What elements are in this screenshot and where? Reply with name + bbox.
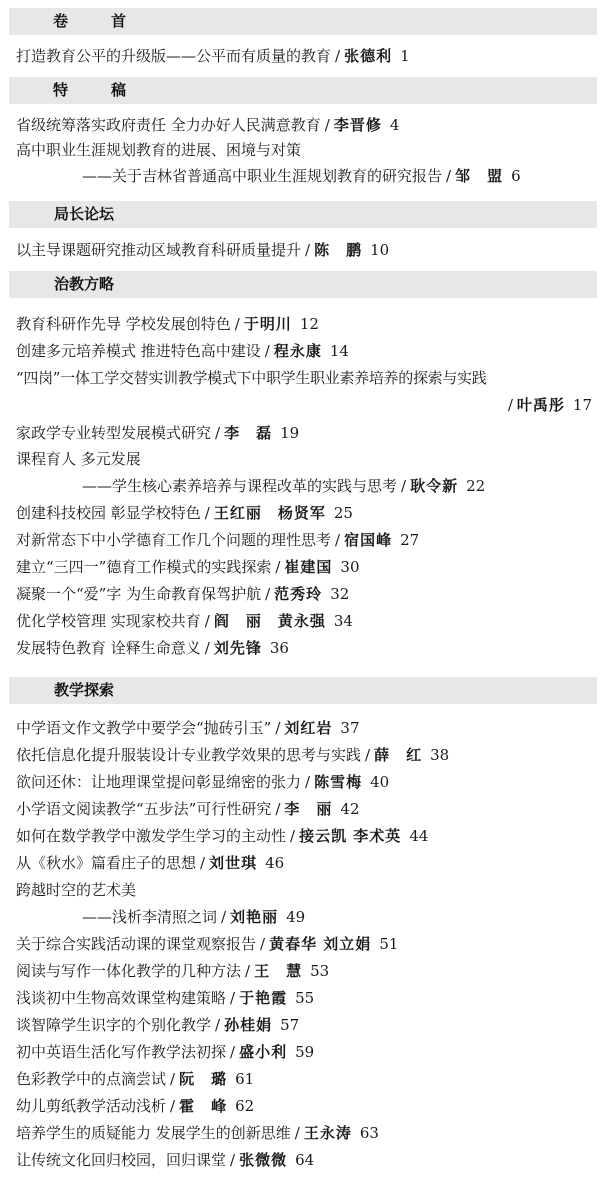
separator: / xyxy=(365,746,371,764)
entry-author: 崔建国 xyxy=(284,558,333,576)
toc-entry[interactable] xyxy=(16,423,592,443)
entry-title: 如何在数学教学中激发学生学习的主动性 xyxy=(16,827,287,845)
entry-author: 阎 丽 黄永强 xyxy=(213,612,326,630)
entry-author: 王红丽 杨贤军 xyxy=(213,504,326,522)
entry-author: 王 慧 xyxy=(254,962,303,980)
entry-title: 中学语文作文教学中要学会“抛砖引玉” xyxy=(16,719,272,737)
entry-title: 家政学专业转型发展模式研究 xyxy=(16,424,212,442)
section-header xyxy=(0,677,600,704)
entry-page: 49 xyxy=(286,908,306,926)
entry-title: “四岗”一体工学交替实训教学模式下中职学生职业素养培养的探索与实践 xyxy=(16,369,487,387)
entry-title: 从《秋水》篇看庄子的思想 xyxy=(16,854,197,872)
entry-author: 霍 峰 xyxy=(179,1097,228,1115)
entry-title: 色彩教学中的点滴尝试 xyxy=(16,1070,167,1088)
toc-entry[interactable] xyxy=(16,140,592,160)
entry-page: 44 xyxy=(409,827,429,845)
entry-title: 高中职业生涯规划教育的进展、困境与对策 xyxy=(16,141,302,159)
entry-title: 发展特色教育 诠释生命意义 xyxy=(16,639,201,657)
entry-author: 刘艳丽 xyxy=(230,908,279,926)
toc-entry[interactable] xyxy=(16,314,592,334)
toc-entry[interactable] xyxy=(16,1069,592,1089)
toc-entry[interactable] xyxy=(16,638,592,658)
separator: / xyxy=(335,531,341,549)
entry-page: 40 xyxy=(370,773,390,791)
separator: / xyxy=(275,558,281,576)
toc-entry[interactable] xyxy=(16,115,592,135)
entry-author: 邹 盟 xyxy=(455,167,504,185)
entry-title: 浅谈初中生物高效课堂构建策略 xyxy=(16,989,227,1007)
entry-author: 刘世琪 xyxy=(209,854,258,872)
toc-entry[interactable] xyxy=(16,745,592,765)
section-title: 教学探索 xyxy=(9,677,597,704)
entry-author: 李 磊 xyxy=(224,424,273,442)
entry-page: 1 xyxy=(400,47,410,65)
entry-title: 依托信息化提升服装设计专业教学效果的思考与实践 xyxy=(16,746,362,764)
entry-page: 61 xyxy=(235,1070,255,1088)
entry-title: ——关于吉林省普通高中职业生涯规划教育的研究报告 xyxy=(82,167,443,185)
entry-author: 张微微 xyxy=(239,1151,288,1169)
entry-page: 10 xyxy=(370,241,390,259)
separator: / xyxy=(294,1124,300,1142)
entry-author: 陈 鹏 xyxy=(314,241,363,259)
entry-title: 创建科技校园 彰显学校特色 xyxy=(16,504,201,522)
toc-entry[interactable] xyxy=(16,503,592,523)
separator: / xyxy=(260,935,266,953)
toc-entry[interactable] xyxy=(16,1123,592,1143)
entry-page: 55 xyxy=(295,989,315,1007)
toc-entry[interactable] xyxy=(16,341,592,361)
toc-entry[interactable] xyxy=(16,240,592,260)
toc-entry[interactable] xyxy=(16,557,592,577)
entry-title: 培养学生的质疑能力 发展学生的创新思维 xyxy=(16,1124,291,1142)
separator: / xyxy=(215,424,221,442)
entry-title: 创建多元培养模式 推进特色高中建设 xyxy=(16,342,261,360)
entry-title: 教育科研作先导 学校发展创特色 xyxy=(16,315,231,333)
section-title: 特 稿 xyxy=(9,77,597,104)
entry-author: 刘先锋 xyxy=(213,639,262,657)
entry-page: 19 xyxy=(280,424,300,442)
entry-title: 以主导课题研究推动区域教育科研质量提升 xyxy=(16,241,302,259)
separator: / xyxy=(234,315,240,333)
toc-entry[interactable] xyxy=(16,826,592,846)
section-title: 卷 首 xyxy=(9,8,597,35)
separator: / xyxy=(200,854,206,872)
separator: / xyxy=(401,477,407,495)
separator: / xyxy=(275,719,281,737)
separator: / xyxy=(170,1097,176,1115)
entry-title: 初中英语生活化写作教学法初探 xyxy=(16,1043,227,1061)
toc-entry[interactable] xyxy=(16,988,592,1008)
entry-author: 陈雪梅 xyxy=(314,773,363,791)
separator: / xyxy=(230,989,236,1007)
entry-author: 盛小利 xyxy=(239,1043,288,1061)
toc-entry-author-line[interactable] xyxy=(504,395,592,415)
entry-author: 程永康 xyxy=(273,342,322,360)
entry-page: 51 xyxy=(379,935,399,953)
separator: / xyxy=(305,241,311,259)
entry-author: 宿国峰 xyxy=(344,531,393,549)
entry-author: 耿令新 xyxy=(410,477,459,495)
entry-title: 欲问还休：让地理课堂提问彰显绵密的张力 xyxy=(16,773,302,791)
toc-entry[interactable] xyxy=(16,1042,592,1062)
entry-author: 范秀玲 xyxy=(274,585,323,603)
entry-title: 优化学校管理 实现家校共育 xyxy=(16,612,201,630)
toc-entry[interactable] xyxy=(16,584,592,604)
toc-entry[interactable] xyxy=(16,934,592,954)
entry-title: 省级统筹落实政府责任 全力办好人民满意教育 xyxy=(16,116,321,134)
entry-author: 叶禹彤 xyxy=(516,396,565,414)
entry-title: 关于综合实践活动课的课堂观察报告 xyxy=(16,935,257,953)
entry-page: 4 xyxy=(389,116,400,134)
entry-page: 46 xyxy=(265,854,285,872)
toc-entry[interactable] xyxy=(16,961,592,981)
toc-entry[interactable] xyxy=(16,1015,592,1035)
entry-page: 22 xyxy=(466,477,486,495)
entry-page: 63 xyxy=(359,1124,379,1142)
entry-author: 黄春华 刘立娟 xyxy=(269,935,372,953)
entry-page: 25 xyxy=(333,504,353,522)
entry-page: 12 xyxy=(299,315,319,333)
separator: / xyxy=(275,800,281,818)
toc-entry-subtitle[interactable] xyxy=(82,907,592,927)
separator: / xyxy=(204,504,210,522)
separator: / xyxy=(221,908,227,926)
entry-page: 6 xyxy=(511,167,521,185)
toc-entry[interactable] xyxy=(16,718,592,738)
section-header xyxy=(0,271,600,298)
section-header xyxy=(0,201,600,228)
entry-page: 62 xyxy=(235,1097,255,1115)
entry-author: 张德利 xyxy=(344,47,393,65)
toc-entry[interactable] xyxy=(16,530,592,550)
entry-author: 于明川 xyxy=(243,315,292,333)
entry-title: 谈智障学生识字的个别化教学 xyxy=(16,1016,212,1034)
separator: / xyxy=(507,396,513,414)
entry-title: 建立“三四一”德育工作模式的实践探索 xyxy=(16,558,272,576)
entry-page: 37 xyxy=(340,719,360,737)
separator: / xyxy=(335,47,341,65)
entry-title: 对新常态下中小学德育工作几个问题的理性思考 xyxy=(16,531,332,549)
separator: / xyxy=(204,612,210,630)
separator: / xyxy=(446,167,452,185)
entry-author: 刘红岩 xyxy=(284,719,333,737)
separator: / xyxy=(204,639,210,657)
entry-title: 让传统文化回归校园，回归课堂 xyxy=(16,1151,227,1169)
toc-entry[interactable] xyxy=(16,368,592,388)
entry-title: 打造教育公平的升级版——公平而有质量的教育 xyxy=(16,47,332,65)
entry-title: 跨越时空的艺术美 xyxy=(16,881,137,899)
entry-title: 幼儿剪纸教学活动浅析 xyxy=(16,1097,167,1115)
entry-author: 王永涛 xyxy=(303,1124,352,1142)
entry-author: 薛 红 xyxy=(374,746,423,764)
entry-page: 53 xyxy=(310,962,330,980)
entry-title: 小学语文阅读教学“五步法”可行性研究 xyxy=(16,800,272,818)
entry-title: 课程育人 多元发展 xyxy=(16,450,141,468)
entry-page: 59 xyxy=(295,1043,315,1061)
entry-author: 阮 璐 xyxy=(179,1070,228,1088)
entry-author: 李 丽 xyxy=(284,800,333,818)
toc-entry-subtitle[interactable] xyxy=(82,476,592,496)
entry-page: 64 xyxy=(295,1151,315,1169)
entry-page: 38 xyxy=(430,746,450,764)
separator: / xyxy=(245,962,251,980)
separator: / xyxy=(290,827,296,845)
section-header xyxy=(0,8,600,35)
entry-page: 42 xyxy=(340,800,360,818)
toc-entry[interactable] xyxy=(16,1096,592,1116)
separator: / xyxy=(264,342,270,360)
entry-page: 57 xyxy=(280,1016,300,1034)
toc-entry[interactable] xyxy=(16,449,592,469)
toc-entry[interactable] xyxy=(16,46,592,66)
entry-page: 14 xyxy=(329,342,349,360)
section-title: 治教方略 xyxy=(9,271,597,298)
entry-author: 接云凯 李术英 xyxy=(299,827,402,845)
toc-entry[interactable] xyxy=(16,880,592,900)
toc-entry[interactable] xyxy=(16,799,592,819)
section-header xyxy=(0,77,600,104)
entry-title: 阅读与写作一体化教学的几种方法 xyxy=(16,962,242,980)
entry-page: 34 xyxy=(333,612,353,630)
entry-author: 李晋修 xyxy=(333,116,382,134)
entry-page: 32 xyxy=(330,585,350,603)
entry-author: 于艳霞 xyxy=(239,989,288,1007)
entry-page: 17 xyxy=(572,396,592,414)
entry-page: 36 xyxy=(269,639,289,657)
toc-entry-subtitle[interactable] xyxy=(82,166,592,186)
toc-entry[interactable] xyxy=(16,853,592,873)
entry-title: ——浅析李清照之词 xyxy=(82,908,218,926)
entry-page: 27 xyxy=(400,531,420,549)
entry-page: 30 xyxy=(340,558,360,576)
toc-entry[interactable] xyxy=(16,772,592,792)
entry-title: 凝聚一个“爱”字 为生命教育保驾护航 xyxy=(16,585,262,603)
separator: / xyxy=(170,1070,176,1088)
toc-entry[interactable] xyxy=(16,1150,592,1170)
separator: / xyxy=(265,585,271,603)
section-title: 局长论坛 xyxy=(9,201,597,228)
separator: / xyxy=(324,116,330,134)
separator: / xyxy=(230,1151,236,1169)
toc-entry[interactable] xyxy=(16,611,592,631)
separator: / xyxy=(215,1016,221,1034)
entry-title: ——学生核心素养培养与课程改革的实践与思考 xyxy=(82,477,398,495)
separator: / xyxy=(230,1043,236,1061)
separator: / xyxy=(305,773,311,791)
entry-author: 孙桂娟 xyxy=(224,1016,273,1034)
